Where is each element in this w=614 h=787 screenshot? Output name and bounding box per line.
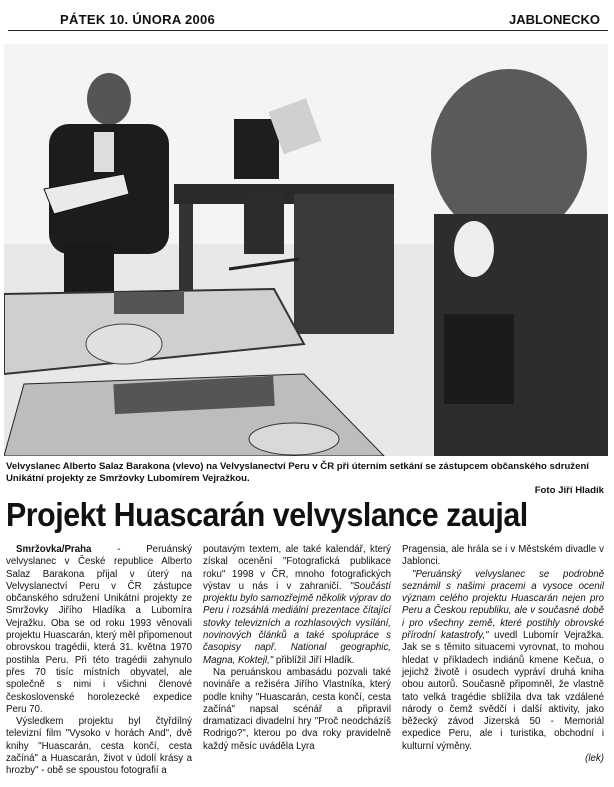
article-column-3 [402, 544, 604, 765]
section-name: JABLONECKO [508, 12, 600, 27]
photo-ambassador-meeting-icon [4, 44, 608, 456]
article-column-2 [203, 544, 391, 753]
paragraph [402, 569, 604, 753]
quote: "Součástí projektu bylo samozřejmě několik výprav do Peru i rozsáhlá mediální prezentace čítající stovky televizních a rozhlasových vysílání, novinových článků a také spolupráce s časopisy např. National geographic, Magna, Koktejl," [203, 580, 391, 666]
paragraph-text: - Peruánský velvyslanec v České republice Alberto Salaz Barakona přijal v úterý na Velvyslanectví Peru v ČR zástupce občanského sdružení Unikátní projekty ze Smržovky Jiřího Hladíka a Lubomíra Vejražku. Oba se od roku 1993 věnovali projektu Huascarán, který měl připomenout obrovskou tragédii, která 31. května 1970 postihla Peru. Při této tragédii zahynulo přes 70 tisíc místních obyvatel, ale společně s nimi i všichni členové československé horolezecké expedice Peru 70. [6, 544, 192, 715]
paragraph: Výsledkem projektu byl čtyřdílný televizní film "Vysoko v horách And", dvě knihy "Huascarán, cesta končí, cesta začíná" a Huascarán, život v údolí krásy a hrozby" - obě se spoustou fotografií a [6, 716, 192, 777]
dateline: Smržovka/Praha [16, 544, 92, 555]
article-column-1 [6, 544, 192, 778]
issue-date: PÁTEK 10. ÚNORA 2006 [60, 12, 216, 27]
headline: Projekt Huascarán velvyslance zaujal [6, 496, 528, 533]
header-rule [8, 30, 608, 31]
paragraph: Na peruánskou ambasádu pozvali také novináře a režiséra Jiřího Vlastníka, který podle knihy "Huascarán, cesta končí, cesta začíná" napsal scénář a připravil dramatizaci divadelní hry "Proč neodcházíš Rodrigo?", kterou po dva roky pravidelně každý měsíc uváděla Lyra [203, 666, 391, 752]
paragraph-text: uvedl Lubomír Vejražka. Jak se s těmito situacemi vyrovnat, to mohou hledat v příkladech indiánů kmene Kečua, o jejichž životě i osudech vypráví druhá kniha obou autorů. Současně připomněl, že vlastně tato velká tragédie sblížila dva tak vzdálené národy o čemž svědčí i další aktivity, jako běžecký závod Jizerská 50 - Memoriál expedice Peru, ale i turistika, obchodní i kulturní výměny. [402, 630, 605, 752]
article-body [6, 544, 604, 784]
paragraph [6, 544, 192, 716]
photo-credit: Foto Jiří Hladík [534, 485, 604, 496]
caption-text: Velvyslanec Alberto Salaz Barakona (vlevo) na Velvyslanectví Peru v ČR při úterním setkání se zástupcem občanského sdružení Unikátní projekty ze Smržovky Lubomírem Vejražkou. [6, 461, 589, 484]
paragraph [203, 544, 391, 667]
author-signature: (lek) [585, 753, 604, 765]
photo-caption [6, 461, 604, 497]
attribution: přiblížil Jiří Hladík. [273, 654, 355, 666]
quote: "Peruánský velvyslanec se podrobně seznámil s našimi pracemi a vysoce ocenil význam celého projektu Huascarán nejen pro Peru a Českou republiku, ale v současné době i pro všechny země, které postihly obrovské přírodní katastrofy," [402, 568, 604, 642]
paragraph: Pragensia, ale hrála se i v Městském divadle v Jablonci. [402, 544, 604, 568]
paragraph-text: poutavým textem, ale také kalendář, který získal ocenění "Fotografická publikace roku" 1998 v ČR, mnoho fotografických výstav u nás i v zahraničí. [203, 544, 391, 592]
page-header [0, 8, 614, 28]
article-photo [4, 44, 608, 456]
